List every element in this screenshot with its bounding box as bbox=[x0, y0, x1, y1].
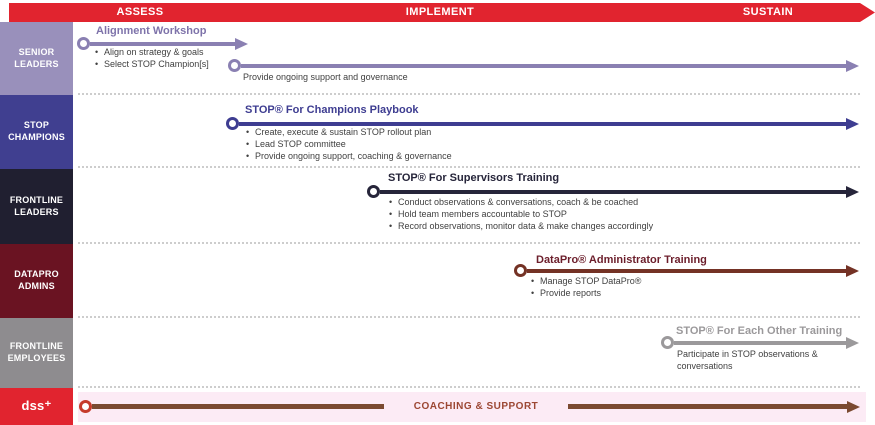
arrow-head-icon bbox=[846, 186, 859, 198]
arrow-dot-icon bbox=[79, 400, 92, 413]
arrow-dot-icon bbox=[661, 336, 674, 349]
arrow-line bbox=[90, 42, 235, 46]
phase-label-implement: IMPLEMENT bbox=[405, 6, 475, 18]
activity-title-datapro-training: DataPro® Administrator Training bbox=[536, 254, 707, 266]
activity-title-supervisors-training: STOP® For Supervisors Training bbox=[388, 172, 560, 184]
arrow-line bbox=[241, 64, 846, 68]
each-other-training-caption: Participate in STOP observations & conversations bbox=[677, 349, 818, 371]
bullet-item: • Select STOP Champion[s] bbox=[94, 58, 209, 70]
lane-divider bbox=[78, 386, 860, 388]
phase-label-assess: ASSESS bbox=[116, 6, 164, 18]
arrow-line bbox=[568, 404, 847, 409]
champions-playbook-bullets bbox=[245, 126, 452, 162]
bullet-item: • Manage STOP DataPro® bbox=[530, 275, 641, 287]
lane-label-senior-leaders: SENIOR LEADERS bbox=[0, 22, 73, 95]
bullet-item: • Provide reports bbox=[530, 287, 641, 299]
arrow-head-icon bbox=[846, 337, 859, 349]
arrow-head-icon bbox=[846, 118, 859, 130]
activity-title-champions-playbook: STOP® For Champions Playbook bbox=[245, 104, 419, 116]
lane-divider bbox=[78, 316, 860, 318]
bullet-item: • Lead STOP committee bbox=[245, 138, 452, 150]
arrow-dot-icon bbox=[228, 59, 241, 72]
arrow-line bbox=[674, 341, 846, 345]
arrow-line bbox=[380, 190, 846, 194]
arrow-dot-icon bbox=[367, 185, 380, 198]
coaching-support-label: COACHING & SUPPORT bbox=[413, 401, 539, 412]
arrow-head-icon bbox=[235, 38, 248, 50]
bullet-item: • Conduct observations & conversations, coach & be coached bbox=[388, 196, 653, 208]
activity-title-each-other-training: STOP® For Each Other Training bbox=[676, 325, 843, 337]
arrow-head-icon bbox=[846, 60, 859, 72]
coaching-support-arrow-left bbox=[79, 400, 384, 413]
bullet-item: • Hold team members accountable to STOP bbox=[388, 208, 653, 220]
lane-divider bbox=[78, 93, 860, 95]
lane-label-dss-logo: dss⁺ bbox=[0, 388, 73, 425]
bullet-item: • Provide ongoing support, coaching & governance bbox=[245, 150, 452, 162]
activity-title-alignment-workshop: Alignment Workshop bbox=[96, 25, 207, 37]
arrow-dot-icon bbox=[514, 264, 527, 277]
bullet-item: • Record observations, monitor data & make changes accordingly bbox=[388, 220, 653, 232]
arrow-line bbox=[527, 269, 846, 273]
lane-label-frontline-leaders: FRONTLINE LEADERS bbox=[0, 169, 73, 244]
lane-label-stop-champions: STOP CHAMPIONS bbox=[0, 95, 73, 169]
arrow-dot-icon bbox=[77, 37, 90, 50]
arrow-line bbox=[92, 404, 384, 409]
bullet-item: • Align on strategy & goals bbox=[94, 46, 209, 58]
lane-label-frontline-employees: FRONTLINE EMPLOYEES bbox=[0, 318, 73, 388]
arrow-dot-icon bbox=[226, 117, 239, 130]
arrow-line bbox=[239, 122, 846, 126]
supervisors-training-bullets bbox=[388, 196, 653, 232]
alignment-workshop-bullets bbox=[94, 46, 209, 70]
ongoing-support-caption: Provide ongoing support and governance bbox=[243, 72, 408, 82]
arrow-head-icon bbox=[846, 265, 859, 277]
datapro-training-bullets bbox=[530, 275, 641, 299]
lane-divider bbox=[78, 166, 860, 168]
phase-label-sustain: SUSTAIN bbox=[742, 6, 794, 18]
lane-label-datapro-admins: DATAPRO ADMINS bbox=[0, 244, 73, 318]
arrow-head-icon bbox=[847, 401, 860, 413]
coaching-support-arrow-right bbox=[568, 400, 860, 413]
lane-divider bbox=[78, 242, 860, 244]
bullet-item: • Create, execute & sustain STOP rollout plan bbox=[245, 126, 452, 138]
